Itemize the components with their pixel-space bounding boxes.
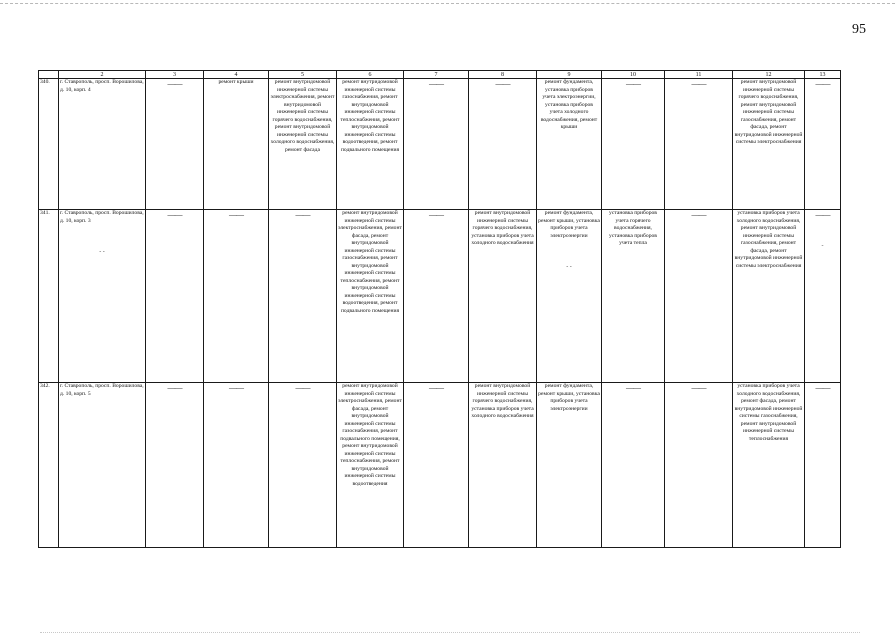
col13-cell [805, 383, 841, 548]
row-number: 341. [39, 210, 59, 383]
header-row [39, 71, 841, 79]
col7-cell [404, 79, 469, 210]
dash-mark: —— [229, 383, 243, 392]
dash-mark: —— [167, 383, 182, 392]
col6-cell: ремонт внутридомовой инженерной системы электроснабжения, ремонт фасада, ремонт внутридомовой инженерной системы газоснабжения, ремонт подвального помещения, ремонт внутридомовой инженерной системы теплоснабжения, ремонт внутридомовой инженерной системы водоотведения [337, 383, 404, 548]
header-cell: 3 [146, 71, 204, 79]
col12-cell: установка приборов учета холодного водоснабжения, ремонт внутридомовой инженерной системы газоснабжения, ремонт фасада, ремонт внутридомовой инженерной системы электроснабжения [733, 210, 805, 383]
table-row [39, 79, 841, 210]
col8-cell [469, 79, 537, 210]
col9-cell: ремонт фундамента, ремонт крыши, установка приборов учета электроэнергии [537, 383, 602, 548]
address-text: г. Ставрополь, просп. Ворошилова, д. 10, корп. 3 [60, 210, 144, 224]
header-cell: 2 [59, 71, 146, 79]
dash-mark: —— [429, 383, 443, 392]
col3-cell [146, 383, 204, 548]
header-cell: 13 [805, 71, 841, 79]
dash-mark: —— [815, 210, 830, 219]
header-cell: 10 [602, 71, 665, 79]
scan-mark: - [821, 243, 824, 249]
address-cell: г. Ставрополь, просп. Ворошилова, д. 10, корп. 4 [59, 79, 146, 210]
col7-cell [404, 383, 469, 548]
col13-cell [805, 210, 841, 383]
row-number: 340. [39, 79, 59, 210]
col5-cell: ремонт внутридомовой инженерной системы электроснабжения, ремонт внутридомовой инженерной системы горячего водоснабжения, ремонт внутридомовой инженерной системы холодного водоснабжения, ремонт фасада [269, 79, 337, 210]
table-row [39, 210, 841, 383]
scan-mark: - - [99, 249, 105, 255]
address-cell: г. Ставрополь, просп. Ворошилова, д. 10, корп. 5 [59, 383, 146, 548]
dash-mark: —— [691, 210, 706, 219]
row-number: 342. [39, 383, 59, 548]
dash-mark: —— [429, 79, 443, 88]
header-cell: 6 [337, 71, 404, 79]
dash-mark: —— [691, 79, 706, 88]
col10-cell: установка приборов учета горячего водоснабжения, установка приборов учета тепла [602, 210, 665, 383]
col9-text: ремонт фундамента, ремонт крыши, установка приборов учета электроэнергии [538, 210, 600, 239]
dash-mark: —— [626, 383, 640, 392]
col13-cell [805, 79, 841, 210]
scan-mark: - - [566, 264, 572, 270]
col8-cell: ремонт внутридомовой инженерной системы горячего водоснабжения, установка приборов учета холодного водоснабжения [469, 210, 537, 383]
header-cell: 5 [269, 71, 337, 79]
dash-mark: —— [295, 210, 310, 219]
page-number: 95 [852, 22, 866, 37]
table-row [39, 383, 841, 548]
col11-cell [665, 383, 733, 548]
header-cell [39, 71, 59, 79]
dash-mark: —— [815, 79, 830, 88]
col3-cell [146, 79, 204, 210]
repair-schedule-table [38, 70, 841, 548]
dash-mark: —— [429, 210, 443, 219]
address-cell [59, 210, 146, 383]
scan-edge-top [0, 3, 895, 4]
header-cell: 8 [469, 71, 537, 79]
col11-cell [665, 79, 733, 210]
col5-cell [269, 383, 337, 548]
col10-cell [602, 79, 665, 210]
dash-mark: —— [626, 79, 640, 88]
col3-cell [146, 210, 204, 383]
col10-cell [602, 383, 665, 548]
header-cell: 7 [404, 71, 469, 79]
col4-cell [204, 210, 269, 383]
dash-mark: —— [815, 383, 830, 392]
header-cell: 12 [733, 71, 805, 79]
dash-mark: —— [691, 383, 706, 392]
col4-cell: ремонт крыши [204, 79, 269, 210]
scan-edge-bottom [40, 632, 860, 633]
dash-mark: —— [167, 210, 182, 219]
dash-mark: —— [295, 383, 310, 392]
header-cell: 9 [537, 71, 602, 79]
col9-cell: ремонт фундамента, установка приборов учета электроэнергии, установка приборов учета холодного водоснабжения, ремонт крыши [537, 79, 602, 210]
header-cell: 4 [204, 71, 269, 79]
dash-mark: —— [167, 79, 182, 88]
col12-cell: ремонт внутридомовой инженерной системы горячего водоснабжения, ремонт внутридомовой инженерной системы газоснабжения, ремонт фасада, ремонт внутридомовой инженерной системы электроснабжения [733, 79, 805, 210]
col6-cell: ремонт внутридомовой инженерной системы газоснабжения, ремонт внутридомовой инженерной системы теплоснабжения, ремонт внутридомовой инженерной системы водоотведения, ремонт подвального помещения [337, 79, 404, 210]
col9-cell [537, 210, 602, 383]
col6-cell: ремонт внутридомовой инженерной системы электроснабжения, ремонт фасада, ремонт внутридомовой инженерной системы газоснабжения, ремонт внутридомовой инженерной системы теплоснабжения, ремонт внутридомовой инженерной системы водоотведения, ремонт подвального помещения [337, 210, 404, 383]
col7-cell [404, 210, 469, 383]
header-cell: 11 [665, 71, 733, 79]
col11-cell [665, 210, 733, 383]
dash-mark: —— [495, 79, 510, 88]
col4-cell [204, 383, 269, 548]
col12-cell: установка приборов учета холодного водоснабжения, ремонт фасада, ремонт внутридомовой инженерной системы газоснабжения, ремонт внутридомовой инженерной системы теплоснабжения [733, 383, 805, 548]
col8-cell: ремонт внутридомовой инженерной системы горячего водоснабжения, установка приборов учета холодного водоснабжения [469, 383, 537, 548]
col5-cell [269, 210, 337, 383]
dash-mark: —— [229, 210, 243, 219]
